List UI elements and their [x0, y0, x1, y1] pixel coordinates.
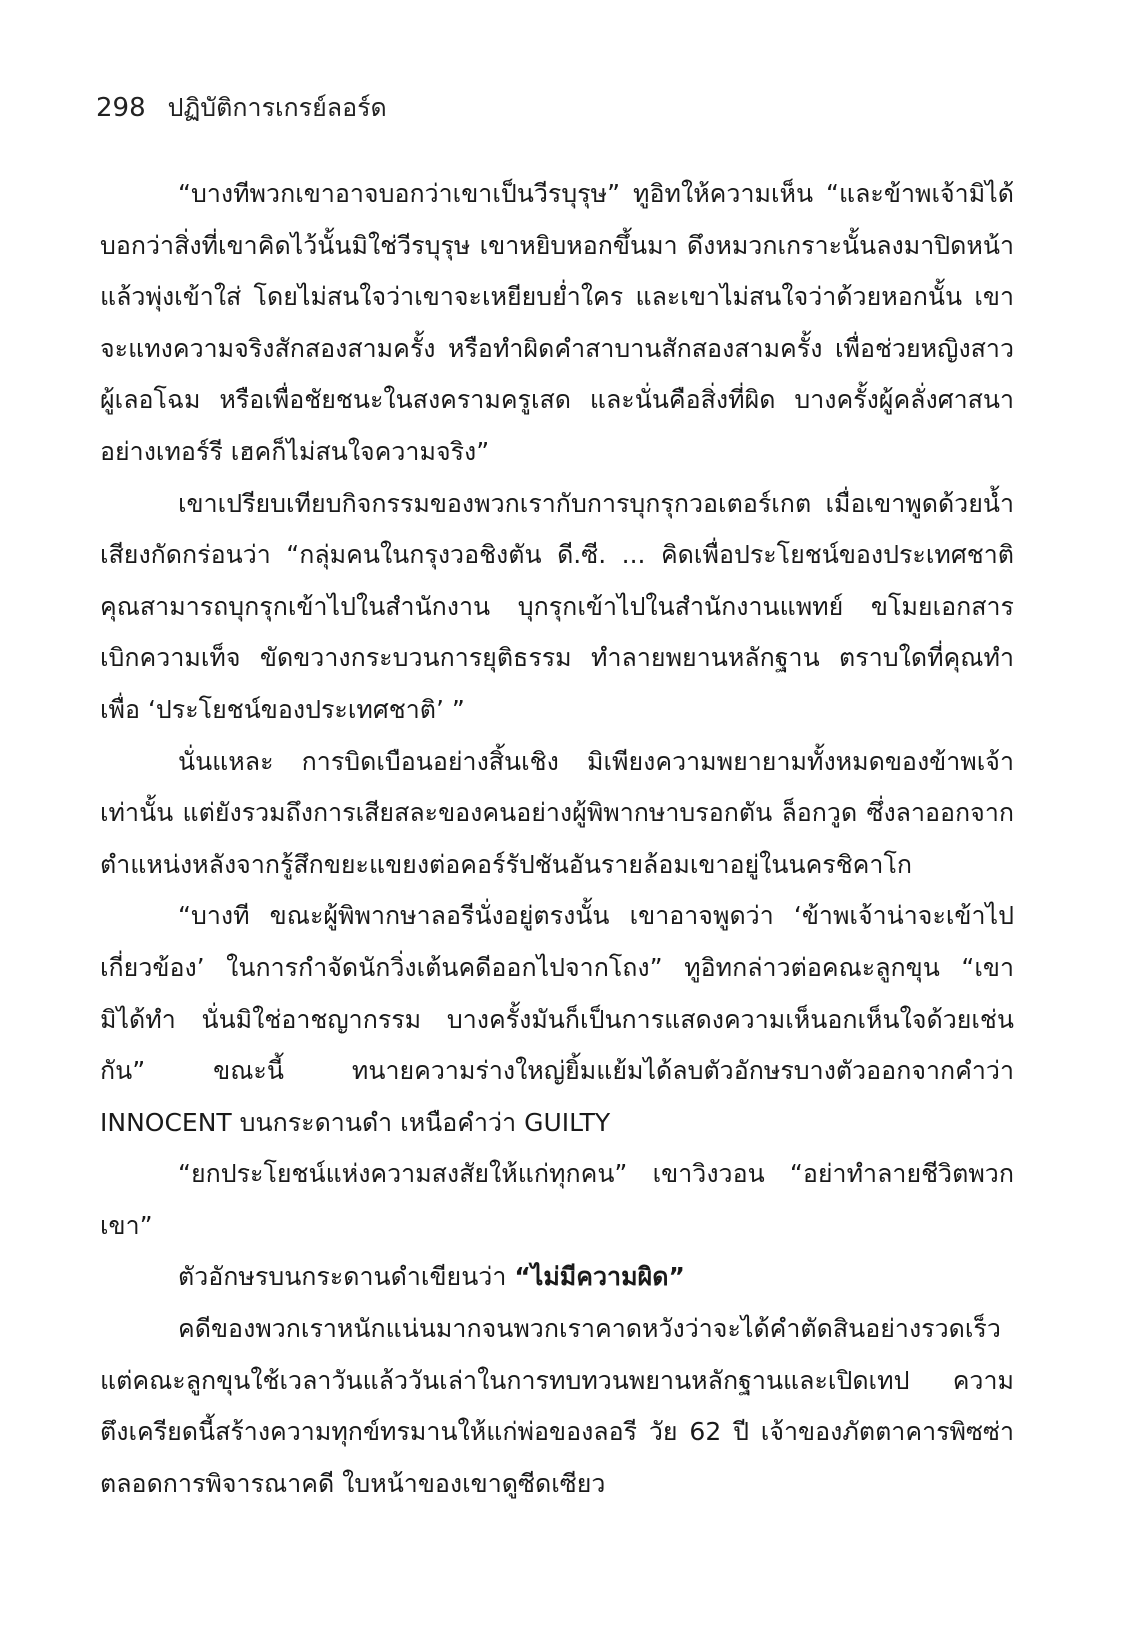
paragraph: เขาเปรียบเทียบกิจกรรมของพวกเรากับการบุกรุกวอเตอร์เกต เมื่อเขาพูดด้วยน้ำเสียงกัดกร่อนว่า “กลุ่มคนในกรุงวอชิงตัน ดี.ซี. ... คิดเพื่อประโยชน์ของประเทศชาติ คุณสามารถบุกรุกเข้าไปในสำนักงาน บุกรุกเข้าไปในสำนักงานแพทย์ ขโมยเอกสาร เบิกความเท็จ ขัดขวางกระบวนการยุติธรรม ทำลายพยานหลักฐาน ตราบใดที่คุณทำเพื่อ ‘ประโยชน์ของประเทศชาติ’ ” [100, 488, 1014, 724]
paragraph: “ยกประโยชน์แห่งความสงสัยให้แก่ทุกคน” เขาวิงวอน “อย่าทำลายชีวิตพวกเขา” [100, 1159, 1014, 1240]
paragraph: คดีของพวกเราหนักแน่นมากจนพวกเราคาดหวังว่าจะได้คำตัดสินอย่างรวดเร็ว แต่คณะลูกขุนใช้เวลาวันแล้ววันเล่าในการทบทวนพยานหลักฐานและเปิดเทป ความตึงเครียดนี้สร้างความทุกข์ทรมานให้แก่พ่อของลอรี วัย 62 ปี เจ้าของภัตตาคารพิซซ่า ตลอดการพิจารณาคดี ใบหน้าของเขาดูซีดเซียว [100, 1314, 1014, 1498]
running-header [96, 88, 387, 128]
paragraph: “บางที ขณะผู้พิพากษาลอรีนั่งอยู่ตรงนั้น เขาอาจพูดว่า ‘ข้าพเจ้าน่าจะเข้าไปเกี่ยวข้อง’ ในการกำจัดนักวิ่งเต้นคดีออกไปจากโถง” ทูอิทกล่าวต่อคณะลูกขุน “เขามิได้ทำ นั่นมิใช่อาชญากรรม บางครั้งมันก็เป็นการแสดงความเห็นอกเห็นใจด้วยเช่นกัน” ขณะนี้ ทนายความร่างใหญ่ยิ้มแย้มได้ลบตัวอักษรบางตัวออกจากคำว่า INNOCENT บนกระดานดำ เหนือคำว่า GUILTY [100, 901, 1014, 1137]
blackboard-prefix: ตัวอักษรบนกระดานดำเขียนว่า [178, 1262, 515, 1292]
paragraph: นั่นแหละ การบิดเบือนอย่างสิ้นเชิง มิเพียงความพยายามทั้งหมดของข้าพเจ้าเท่านั้น แต่ยังรวมถึงการเสียสละของคนอย่างผู้พิพากษาบรอกตัน ล็อกวูด ซึ่งลาออกจากตำแหน่งหลังจากรู้สึกขยะแขยงต่อคอร์รัปชันอันรายล้อมเขาอยู่ในนครชิคาโก [100, 746, 1014, 879]
paragraph: “บางทีพวกเขาอาจบอกว่าเขาเป็นวีรบุรุษ” ทูอิทให้ความเห็น “และข้าพเจ้ามิได้บอกว่าสิ่งที่เขาคิดไว้นั้นมิใช่วีรบุรุษ เขาหยิบหอกขึ้นมา ดึงหมวกเกราะนั้นลงมาปิดหน้า แล้วพุ่งเข้าใส่ โดยไม่สนใจว่าเขาจะเหยียบย่ำใคร และเขาไม่สนใจว่าด้วยหอกนั้น เขาจะแทงความจริงสักสองสามครั้ง หรือทำผิดคำสาบานสักสองสามครั้ง เพื่อช่วยหญิงสาวผู้เลอโฉม หรือเพื่อชัยชนะในสงครามครูเสด และนั่นคือสิ่งที่ผิด บางครั้งผู้คลั่งศาสนาอย่างเทอร์รี เฮคก็ไม่สนใจความจริง” [100, 179, 1014, 466]
page-number: 298 [96, 93, 146, 123]
body-text [100, 168, 1014, 1509]
blackboard-paragraph [100, 1251, 1014, 1303]
blackboard-verdict: “ไม่มีความผิด” [514, 1262, 685, 1292]
book-title: ปฏิบัติการเกรย์ลอร์ด [167, 93, 387, 122]
